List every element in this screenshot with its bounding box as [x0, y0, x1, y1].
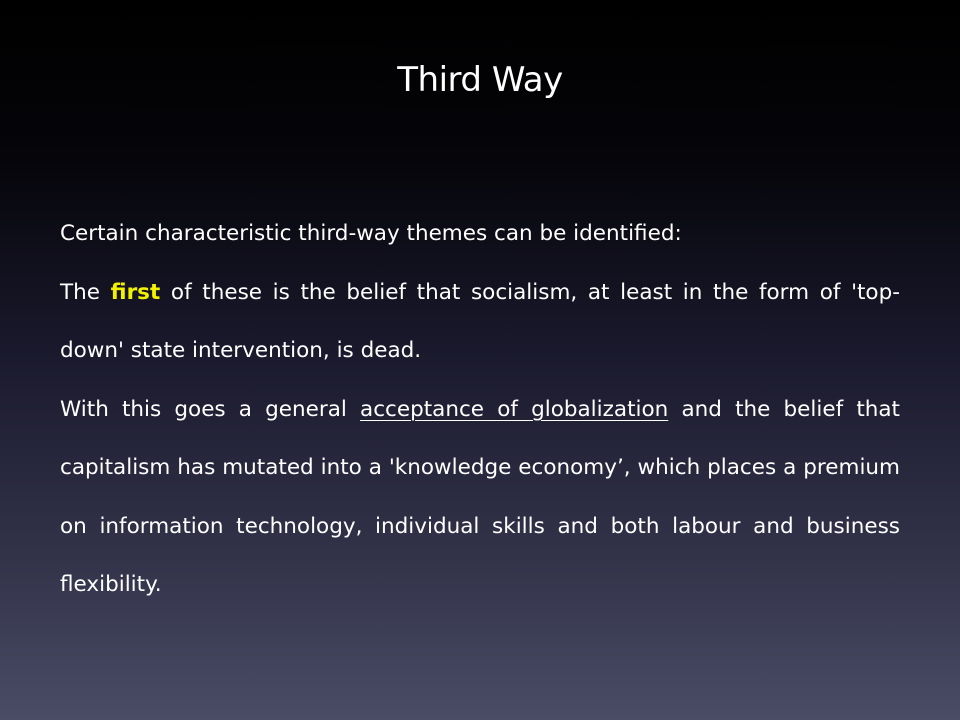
globalization-paragraph — [60, 381, 900, 615]
first-highlight: first — [110, 279, 161, 305]
slide-title: Third Way — [397, 60, 563, 100]
first-theme-text-after: of these is the belief that socialism, at least in the form of 'top-down' state intervention, is dead. — [60, 279, 900, 363]
first-theme-paragraph — [60, 264, 900, 381]
slide-body — [60, 205, 900, 615]
globalization-text-before: With this goes a general — [60, 396, 361, 422]
acceptance-of-globalization-underlined: acceptance of globalization — [360, 396, 669, 422]
first-theme-text-before: The — [60, 279, 111, 305]
globalization-text-after: and the belief that capitalism has mutated into a 'knowledge economy’, which places a premium on information technology, individual skills and both labour and business flexibility. — [60, 396, 900, 597]
intro-paragraph: Certain characteristic third-way themes can be identified: — [60, 221, 682, 246]
